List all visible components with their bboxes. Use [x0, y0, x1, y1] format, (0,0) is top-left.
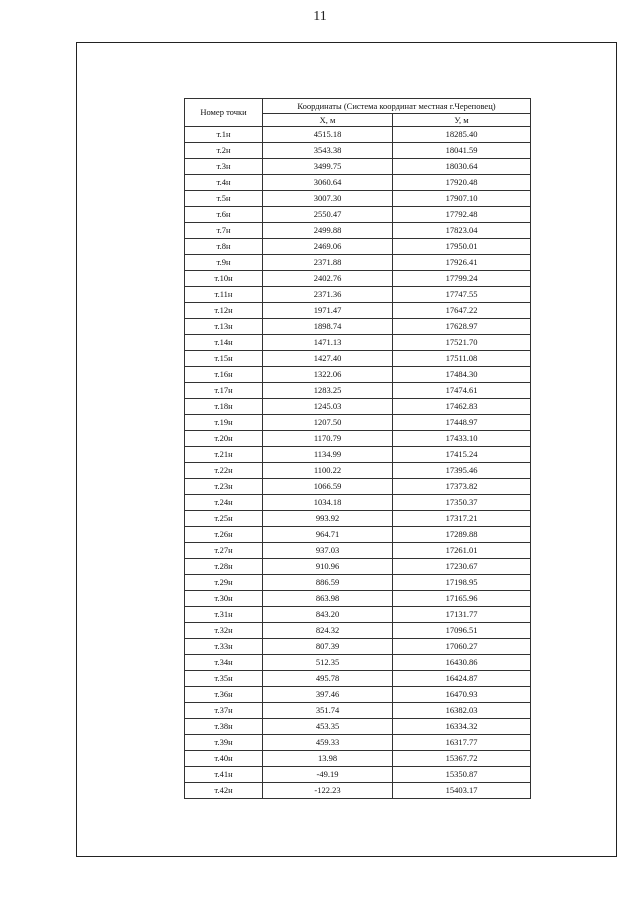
cell-point-number: т.27н	[185, 543, 263, 559]
cell-y: 17230.67	[393, 559, 531, 575]
cell-y: 17920.48	[393, 175, 531, 191]
cell-x: 3499.75	[263, 159, 393, 175]
table-row	[185, 767, 531, 783]
cell-x: 1322.06	[263, 367, 393, 383]
cell-x: 910.96	[263, 559, 393, 575]
cell-point-number: т.24н	[185, 495, 263, 511]
header-x: Х, м	[263, 114, 393, 127]
cell-y: 17350.37	[393, 495, 531, 511]
table-row	[185, 159, 531, 175]
cell-point-number: т.42н	[185, 783, 263, 799]
cell-point-number: т.11н	[185, 287, 263, 303]
table-row	[185, 719, 531, 735]
cell-x: 964.71	[263, 527, 393, 543]
cell-y: 17415.24	[393, 447, 531, 463]
table-row	[185, 527, 531, 543]
cell-x: 3007.30	[263, 191, 393, 207]
cell-x: 1283.25	[263, 383, 393, 399]
cell-y: 17628.97	[393, 319, 531, 335]
header-point-number: Номер точки	[185, 99, 263, 127]
cell-x: 1427.40	[263, 351, 393, 367]
cell-x: 13.98	[263, 751, 393, 767]
table-row	[185, 287, 531, 303]
table-row	[185, 415, 531, 431]
cell-point-number: т.25н	[185, 511, 263, 527]
cell-x: 1134.99	[263, 447, 393, 463]
cell-x: 824.32	[263, 623, 393, 639]
cell-x: 937.03	[263, 543, 393, 559]
cell-point-number: т.40н	[185, 751, 263, 767]
cell-x: 993.92	[263, 511, 393, 527]
table-row	[185, 495, 531, 511]
cell-y: 17950.01	[393, 239, 531, 255]
cell-point-number: т.12н	[185, 303, 263, 319]
cell-point-number: т.34н	[185, 655, 263, 671]
cell-point-number: т.18н	[185, 399, 263, 415]
cell-y: 16317.77	[393, 735, 531, 751]
cell-x: 1170.79	[263, 431, 393, 447]
cell-y: 16334.32	[393, 719, 531, 735]
cell-y: 18041.59	[393, 143, 531, 159]
cell-point-number: т.21н	[185, 447, 263, 463]
cell-y: 17907.10	[393, 191, 531, 207]
cell-x: 863.98	[263, 591, 393, 607]
cell-point-number: т.38н	[185, 719, 263, 735]
table-row	[185, 559, 531, 575]
cell-y: 16430.86	[393, 655, 531, 671]
cell-x: 886.59	[263, 575, 393, 591]
coordinates-table	[184, 98, 531, 799]
cell-y: 17395.46	[393, 463, 531, 479]
cell-point-number: т.22н	[185, 463, 263, 479]
cell-x: 495.78	[263, 671, 393, 687]
table-row	[185, 591, 531, 607]
cell-x: 3543.38	[263, 143, 393, 159]
cell-x: 2402.76	[263, 271, 393, 287]
cell-x: 2499.88	[263, 223, 393, 239]
cell-point-number: т.10н	[185, 271, 263, 287]
cell-point-number: т.14н	[185, 335, 263, 351]
cell-point-number: т.13н	[185, 319, 263, 335]
table-row	[185, 479, 531, 495]
cell-y: 17511.08	[393, 351, 531, 367]
cell-point-number: т.4н	[185, 175, 263, 191]
cell-y: 17484.30	[393, 367, 531, 383]
cell-point-number: т.23н	[185, 479, 263, 495]
cell-point-number: т.30н	[185, 591, 263, 607]
cell-x: 351.74	[263, 703, 393, 719]
table-row	[185, 399, 531, 415]
cell-x: 1066.59	[263, 479, 393, 495]
cell-point-number: т.7н	[185, 223, 263, 239]
table-row	[185, 175, 531, 191]
cell-x: 2469.06	[263, 239, 393, 255]
cell-point-number: т.41н	[185, 767, 263, 783]
cell-y: 17131.77	[393, 607, 531, 623]
cell-point-number: т.8н	[185, 239, 263, 255]
table-row	[185, 431, 531, 447]
table-row	[185, 143, 531, 159]
table-row	[185, 383, 531, 399]
cell-x: 1898.74	[263, 319, 393, 335]
table-row	[185, 575, 531, 591]
cell-x: 453.35	[263, 719, 393, 735]
cell-y: 17792.48	[393, 207, 531, 223]
cell-point-number: т.36н	[185, 687, 263, 703]
cell-y: 17433.10	[393, 431, 531, 447]
cell-point-number: т.35н	[185, 671, 263, 687]
cell-point-number: т.26н	[185, 527, 263, 543]
table-row	[185, 335, 531, 351]
table-row	[185, 623, 531, 639]
cell-y: 17060.27	[393, 639, 531, 655]
table-header	[185, 99, 531, 127]
cell-x: 4515.18	[263, 127, 393, 143]
cell-y: 17747.55	[393, 287, 531, 303]
cell-point-number: т.29н	[185, 575, 263, 591]
cell-x: 3060.64	[263, 175, 393, 191]
cell-x: 2371.36	[263, 287, 393, 303]
cell-x: 1971.47	[263, 303, 393, 319]
table-row	[185, 319, 531, 335]
table-row	[185, 271, 531, 287]
cell-y: 18030.64	[393, 159, 531, 175]
header-y: У, м	[393, 114, 531, 127]
cell-x: -122.23	[263, 783, 393, 799]
cell-point-number: т.33н	[185, 639, 263, 655]
cell-point-number: т.39н	[185, 735, 263, 751]
table-row	[185, 223, 531, 239]
table-row	[185, 351, 531, 367]
cell-point-number: т.9н	[185, 255, 263, 271]
cell-y: 17474.61	[393, 383, 531, 399]
cell-y: 17647.22	[393, 303, 531, 319]
cell-y: 16424.87	[393, 671, 531, 687]
table-row	[185, 687, 531, 703]
cell-x: 1034.18	[263, 495, 393, 511]
page-number: 11	[313, 9, 327, 24]
cell-y: 18285.40	[393, 127, 531, 143]
cell-point-number: т.15н	[185, 351, 263, 367]
cell-x: 459.33	[263, 735, 393, 751]
cell-y: 17317.21	[393, 511, 531, 527]
cell-y: 15367.72	[393, 751, 531, 767]
cell-x: 1100.22	[263, 463, 393, 479]
cell-x: -49.19	[263, 767, 393, 783]
cell-point-number: т.19н	[185, 415, 263, 431]
cell-y: 17261.01	[393, 543, 531, 559]
table-row	[185, 127, 531, 143]
cell-y: 16470.93	[393, 687, 531, 703]
table-row	[185, 303, 531, 319]
cell-y: 17165.96	[393, 591, 531, 607]
cell-x: 1245.03	[263, 399, 393, 415]
cell-y: 17521.70	[393, 335, 531, 351]
cell-y: 17462.83	[393, 399, 531, 415]
table-row	[185, 655, 531, 671]
cell-point-number: т.6н	[185, 207, 263, 223]
cell-point-number: т.31н	[185, 607, 263, 623]
cell-point-number: т.5н	[185, 191, 263, 207]
cell-x: 807.39	[263, 639, 393, 655]
cell-y: 16382.03	[393, 703, 531, 719]
cell-y: 17096.51	[393, 623, 531, 639]
table-row	[185, 703, 531, 719]
table-row	[185, 367, 531, 383]
table-row	[185, 447, 531, 463]
cell-x: 843.20	[263, 607, 393, 623]
table-row	[185, 511, 531, 527]
cell-y: 17373.82	[393, 479, 531, 495]
cell-x: 512.35	[263, 655, 393, 671]
cell-x: 2371.88	[263, 255, 393, 271]
cell-y: 17448.97	[393, 415, 531, 431]
cell-y: 17289.88	[393, 527, 531, 543]
table-row	[185, 463, 531, 479]
table-row	[185, 639, 531, 655]
cell-point-number: т.37н	[185, 703, 263, 719]
table-row	[185, 207, 531, 223]
cell-x: 2550.47	[263, 207, 393, 223]
cell-y: 17799.24	[393, 271, 531, 287]
table-row	[185, 783, 531, 799]
table-row	[185, 607, 531, 623]
cell-point-number: т.17н	[185, 383, 263, 399]
table-row	[185, 191, 531, 207]
cell-point-number: т.28н	[185, 559, 263, 575]
table-row	[185, 751, 531, 767]
cell-point-number: т.1н	[185, 127, 263, 143]
table-row	[185, 543, 531, 559]
cell-y: 15403.17	[393, 783, 531, 799]
table-row	[185, 255, 531, 271]
cell-y: 17823.04	[393, 223, 531, 239]
header-coordinates-group: Координаты (Система координат местная г.Череповец)	[263, 99, 531, 114]
cell-point-number: т.2н	[185, 143, 263, 159]
table-row	[185, 239, 531, 255]
cell-x: 1207.50	[263, 415, 393, 431]
cell-y: 17198.95	[393, 575, 531, 591]
cell-point-number: т.16н	[185, 367, 263, 383]
cell-x: 1471.13	[263, 335, 393, 351]
table-row	[185, 735, 531, 751]
cell-point-number: т.3н	[185, 159, 263, 175]
cell-point-number: т.20н	[185, 431, 263, 447]
cell-x: 397.46	[263, 687, 393, 703]
table-row	[185, 671, 531, 687]
header-row-top	[185, 99, 531, 114]
cell-y: 15350.87	[393, 767, 531, 783]
table-body	[185, 127, 531, 799]
cell-y: 17926.41	[393, 255, 531, 271]
cell-point-number: т.32н	[185, 623, 263, 639]
